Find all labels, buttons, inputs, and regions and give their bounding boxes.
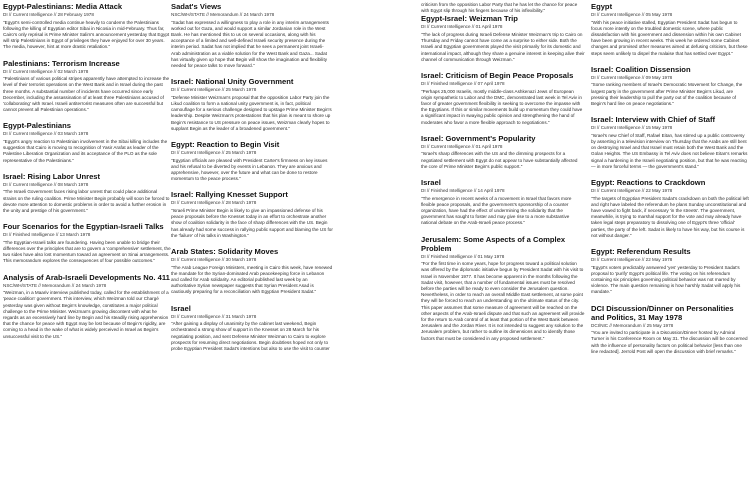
entry-title[interactable]: Israel: Coalition Dissension [591, 64, 691, 74]
entry-title[interactable]: Israel: Criticism of Begin Peace Proposals [421, 71, 574, 81]
entry-meta: NSC/WH/STATE // Memorandum // 24 March 1978 [3, 282, 107, 288]
document-entry [171, 2, 333, 69]
entry-title[interactable]: Israel: Government's Popularity [421, 133, 536, 143]
column-3 [421, 2, 585, 350]
entry-body: "For the first time in some years, hope for progress toward a political solution was offered by the diplomatic initiative begun by President Sadat with his visit to Israel in November 1977. It has become apparent in the months following the Sadat visit, however, that a number of fundamental issues must be resolved before the parties will be ready to even consider the Jerusalem question. Nevertheless, in order to reach an overall Middle East settlement, at some point they will be forced to reach an understanding on the ultimate status of the city. This paper assumes that some measure of agreement will be reached on the other aspects of the Arab-Israeli dispute and that such an agreement will provide for the return to Arab control of at least that portion of the West Bank between Jerusalem and the Jordan River. It is not intended to suggest any solution to the Jerusalem problem, but rather to outline its dimensions and to identify those factors that must be considered in any proposed settlement." [421, 261, 585, 341]
entry-body: "Egypt's angry reaction to Palestinian involvement in the Sibai killing includes the suggestion that Cairo is moving to recognition of Yasir Arafat as leader of the Palestine Liberation Organization and its acceptance of the PLO as the sole representative of the Palestinians." [3, 139, 168, 163]
entry-meta: DI // Current Intelligence // 31 March 1978 [171, 313, 257, 319]
entry-body: "Perhaps 25,000 Israelis, mostly middle-class Ashkenazi Jews of European origin sympathetic to Labor and the DMC, demonstrated last week in Tel Aviv in favor of greater government flexibility in seeking to overcome the impasse with the Egyptians. If this or similar movements build up momentum they could have a significant impact in swaying public opinion and strengthening the hand of moderates who favor a more flexible approach to negotiations." [421, 88, 583, 125]
entry-continuation: criticism from the opposition Labor Party that he has let the chance for peace with Egypt slip through his fingers because of his inflexibility." [421, 2, 578, 14]
document-entry [171, 140, 333, 182]
document-entry [171, 304, 333, 353]
entry-body: "Defense Minister Weizman's proposal that the opposition Labor Party join the Likud coalition to form a national unity government is, in fact, political camouflage for a serious challenge designed to upstage Prime Minister Begin's leadership. Despite Weizman's protestations that his plan is meant to shore up Begin's resistance to US pressure on peace issues, Weizman clearly hopes to supplant Begin as the leader of a broadened government." [171, 94, 332, 131]
entry-title[interactable]: Israel [171, 303, 191, 313]
entry-body: "After gaining a display of unanimity by the cabinet last weekend, Begin orchestrated a strong show of support in the Knesset on 28 March for his negotiating position, and sent Defense Minister Weizman to Cairo to explore prospects for resuming direct negotiations. Begin doubtless hoped not only to probe Egyptian President Sadat's intentions but also to use the visit to counter [171, 321, 330, 352]
entry-body: "Weizman, in a Maariv interview published today, called for the establishment of a 'peace coalition' government. This interview, which Weizman told our Chargé yesterday was given without Begin's knowledge, constitutes a major political challenge to the Prime Minister. Weizman's growing discontent with what he regards as an excessively hard line by Begin and his steadily rising apprehension that the chance for peace with Egypt may be lost because of Begin's rigidity, are coming to a head in the wake of what is widely perceived in Israel as Begin's unsuccessful visit to the US." [3, 290, 169, 339]
document-entry [171, 190, 333, 239]
entry-meta: DI // Current Intelligence // 08 March 1978 [3, 181, 89, 187]
document-entry [591, 178, 749, 239]
entry-title[interactable]: Egypt-Palestinians: Media Attack [3, 2, 123, 11]
entry-meta: DI // Current Intelligence // 28 February 1978 [3, 12, 94, 17]
entry-meta: DI // Finished Intelligence // 01 May 1978 [421, 253, 505, 259]
entry-body: "You are invited to participate in a Discussion/Dinner hosted by Admiral Turner in his Conference Room on May 31. The discussion will be concerned with the influence of personality factors on political behavior [less than one line redacted]. Jerrold Post will open the discussion with brief remarks." [591, 330, 748, 354]
document-entry [3, 222, 171, 264]
entry-body: "Sadat has expressed a willingness to play a role in any interim arrangements worked out for Gaza, and would support a similar Jordanian role in the West Bank. He has mentioned this to us on several occasions, along with his acceptance of a limited and well-defined Israeli security presence during the interim period. Sadat has not implied that he sees a permanent joint Israeli-Arab administration as a viable solution for the West Bank and Gaza... Sadat has virtually given up hope that Begin will show the imagination and flexibility needed for peace talks to move forward." [171, 19, 329, 69]
entry-body: "The Egyptian-Israeli talks are foundering. Having been unable to bridge their differences over the principles that are to govern a 'comprehensive' settlement, the two sides have also lost momentum toward an agreement on Sinai arrangements. This memorandum explores the consequences of four possible outcomes." [3, 239, 171, 264]
document-entry [3, 172, 171, 214]
document-entry [421, 134, 585, 170]
document-entry [421, 235, 585, 342]
document-entry [591, 247, 749, 296]
entry-title[interactable]: Egypt: Reactions to Crackdown [591, 178, 706, 188]
entry-meta: DI // Current Intelligence // 22 May 1978 [591, 188, 673, 194]
entry-title[interactable]: Palestinians: Terrorism Increase [3, 58, 120, 68]
document-entry [171, 247, 333, 296]
entry-body: "Palestinians of various political stripes apparently have attempted to increase the level of their terrorist operations on the West Bank and in Israel during the past three months. A substantial number of incidents have occurred since early December, including the assassination of at least three Palestinians accused of 'collaborating' with Israel. Israeli antiterrorist measures often are successful but cannot prevent all Palestinian operations." [3, 76, 170, 113]
column-4 [591, 2, 749, 363]
entry-title[interactable]: Analysis of Arab-Israeli Developments No. 411 [3, 272, 170, 282]
document-entry [591, 115, 749, 170]
entry-meta: DI // Current Intelligence // 15 May 1978 [591, 125, 673, 131]
document-entry [3, 121, 171, 163]
entry-title[interactable]: Egypt-Palestinians [3, 121, 71, 131]
entry-title[interactable]: Sadat's Views [171, 2, 222, 11]
entry-meta: DI // Current Intelligence // 01 April 1978 [421, 143, 503, 149]
entry-title[interactable]: Arab States: Solidarity Moves [171, 247, 279, 257]
entry-body: "Egyptian officials are pleased with President Carter's firmness on key issues and his refusal to be diverted by events in Lebanon. They are anxious and apprehensive, however, over the future and what can be done to restore momentum to the peace process." [171, 157, 328, 182]
entry-title[interactable]: Jerusalem: Some Aspects of a Complex Problem [421, 234, 566, 253]
entry-meta: DI // Finished Intelligence // 13 March 1978 [3, 232, 91, 238]
entry-meta: DI // Current Intelligence // 01 April 1978 [421, 24, 503, 30]
entry-meta: DI // Current Intelligence // 30 March 1978 [171, 257, 257, 263]
entry-title[interactable]: Israel: Rallying Knesset Support [171, 190, 288, 200]
entry-body: "With his peace initiative stalled, Egyptian President Sadat has begun to focus more intently on the troubled domestic scene, where public dissatisfaction with his government and dissension within his own Cabinet have been growing in recent weeks. This week he ordered some Cabinet changes and promised other measures aimed at defusing criticism, but these steps seem unlikely to dispel the malaise that has settled over Egypt." [591, 19, 748, 56]
document-entry [421, 71, 585, 126]
entry-title[interactable]: Israel: Interview with Chief of Staff [591, 115, 716, 125]
entry-body: "The emergence in recent weeks of a movement in Israel that favors more flexible peace proposals, and the government's sponsorship of a counter organization, have had the effect of undermining the solidarity that the government has sought to foster and may give rise to a more substantive national debate on the Arab-Israeli peace process." [421, 195, 572, 226]
document-entry [591, 65, 749, 107]
entry-meta: DI // Current Intelligence // 05 May 1978 [591, 12, 673, 17]
entry-title[interactable]: Egypt-Israel: Weizman Trip [421, 14, 518, 24]
entry-title[interactable]: Israel [421, 178, 441, 188]
document-entry [171, 77, 333, 132]
entry-meta: DCI/NIC // Memorandum // 25 May 1978 [591, 322, 674, 328]
document-entry [3, 273, 171, 340]
entry-body: "Egypt's semi-controlled media continue heavily to condemn the Palestinians following the killing of Egyptian editor Sibai in Nicosia in mid-February. Thus far, Cairo's only reprisal is Prime Minister Salim's announcement yesterday that Egypt will strip Palestinians in Egypt of privileges they have enjoyed for over 30 years. The media, however, hint at more drastic retaliation." [3, 19, 170, 50]
document-entry [591, 2, 749, 57]
document-entry [591, 304, 749, 355]
entry-meta: DI // Current Intelligence // 25 March 1978 [171, 87, 257, 93]
entry-meta: DI // Current Intelligence // 22 May 1978 [591, 257, 673, 263]
entry-meta: DI // Finished Intelligence // 14 April 1978 [421, 188, 505, 194]
entry-meta: DI // Current Intelligence // 03 March 1978 [3, 131, 89, 137]
entry-title[interactable]: Israel: Rising Labor Unrest [3, 171, 101, 181]
entry-title[interactable]: Four Scenarios for the Egyptian-Israeli Talks [3, 222, 164, 232]
entry-body: "Some ranking members of Israel's Democratic Movement for Change, the largest party in the government after Prime Minister Begin's Likud, are pressing their leadership to pull the party out of the coalition because of Begin's hard line on peace negotiations." [591, 82, 743, 107]
document-entry [3, 2, 171, 51]
document-entry [3, 59, 171, 114]
column-1 [3, 2, 171, 348]
entry-body: "The targets of Egyptian President Sadat's crackdown on both the political left and right have labeled the referendum he plans Sunday unconstitutional and have vowed to fight back, if necessary 'in the streets'. The government, meanwhile, is trying to marshal support for the vote and may already have taken legal steps preparatory to dissolving one of Egypt's three 'official' parties, the party of the left. Sadat is likely to have his way, but his course is not without danger." [591, 195, 749, 238]
entry-meta: DI // Current Intelligence // 25 March 1978 [171, 150, 257, 156]
entry-title[interactable]: Israel: National Unity Government [171, 77, 294, 87]
entry-body: "The Israeli Government faces rising labor unrest that could place additional strains on the ruling coalition. Prime Minister Begin probably will soon be forced to devote more attention to domestic problems in order to avoid a further erosion in the unity and prestige of his government." [3, 189, 170, 214]
entry-meta: DI // Current Intelligence // 02 March 1978 [3, 68, 89, 74]
entry-title[interactable]: Egypt: Reaction to Begin Visit [171, 140, 280, 150]
entry-body: "Egypt's voters predictably answered 'yes' yesterday to President Sadat's proposal to 'purify' Egypt's political life. The voting on his referendum containing six principles governing political behavior was not marred by violence. The main question remaining is how harshly Sadat will apply his mandate." [591, 264, 741, 295]
entry-body: "The lack of progress during Israeli Defense Minister Weizman's trip to Cairo on Thursday and Friday cannot have come as a surprise to either side. Both the Israeli and Egyptian governments played the visit primarily for its domestic and international impact, although they share a genuine interest in keeping alive their channel of communication through Weizman." [421, 32, 585, 62]
entry-meta: DI // Finished Intelligence // 07 April 1978 [421, 81, 505, 87]
document-entry [421, 14, 585, 63]
document-entry [421, 178, 585, 227]
entry-meta: DI // Current Intelligence // 09 May 1978 [591, 74, 673, 80]
entry-title[interactable]: Egypt: Referendum Results [591, 247, 691, 257]
entry-meta: NSC/WH/STATE // Memorandum // 24 March 1978 [171, 12, 275, 17]
entry-body: "Israel's new Chief of Staff, Rafael Eitan, has stirred up a public controversy by asserting in a television interview on Thursday that the Arabs are still bent on destroying Israel and that Israel must retain both the West Bank and the Golan Heights. The US Embassy in Tel Aviv does not believe Eitan's remarks signal a hardening in the Israeli negotiating position, but that he was reacting — in more forceful terms — the government's stand." [591, 132, 748, 169]
entry-body: "The Arab League Foreign Ministers, meeting in Cairo this week, have renewed the mandate for the Syrian-dominated Arab peacekeeping force in Lebanon and called for Arab solidarity. An editorial published last week by an authoritative Syrian newspaper suggests that Syrian President Asad is cautiously preparing for a reconciliation with Egyptian President Sadat." [171, 264, 333, 295]
entry-meta: DI // Current Intelligence // 28 March 1978 [171, 200, 257, 206]
entry-title[interactable]: DCI Discussion/Dinner on Personalities and Politics, 31 May 1978 [591, 303, 734, 322]
entry-body: "Israeli Prime Minister Begin is likely to give an impassioned defense of his peace proposals before the Knesset today in an effort to orchestrate another show of coalition solidarity in the face of sharp differences with the US. Begin has already had some success in rallying public support and blaming the US for the 'failure' of his talks in Washington." [171, 208, 333, 238]
column-2 [171, 2, 333, 360]
entry-body: "Israel's sharp differences with the US and the dimming prospects for a negotiated settlement with Egypt do not appear to have substantially affected the core of Prime Minister Begin's public support." [421, 151, 578, 169]
entry-title[interactable]: Egypt [591, 2, 613, 11]
